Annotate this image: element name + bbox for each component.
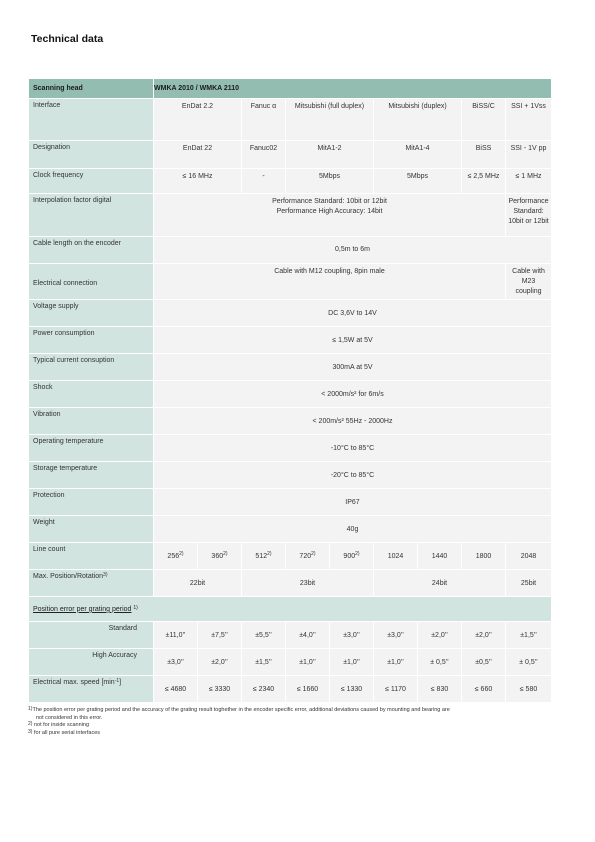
row-label: High Accuracy	[29, 649, 154, 676]
table-cell: BiSS	[462, 141, 506, 169]
footnote-ref: 2)	[267, 550, 272, 557]
table-cell	[154, 194, 506, 237]
footnote-1	[28, 707, 553, 715]
line-count-value: 900	[343, 552, 356, 560]
table-cell: ±11,0’’	[154, 622, 198, 649]
section-label-text: Position error per grating period	[33, 605, 132, 613]
table-cell: 0,5m to 6m	[154, 237, 552, 264]
table-cell: ±2,0’’	[462, 622, 506, 649]
footnote-ref: 1)	[133, 604, 138, 611]
footnote-3	[28, 730, 553, 738]
table-cell: ±1,5’’	[242, 649, 286, 676]
table-cell: ±1,5’’	[506, 622, 552, 649]
table-cell: ≤ 1330	[330, 676, 374, 703]
table-cell: ±3,0’’	[154, 649, 198, 676]
footnote-text: The position error per grating period and the accuracy of the grating result toghether in the encoder specific error, additional deviations caused by mounting and bearing are	[32, 707, 450, 713]
interpolation-line-2: Performance High Accuracy: 14bit	[276, 208, 383, 216]
table-cell: ≤ 3330	[198, 676, 242, 703]
unit-exponent: -1	[114, 678, 120, 685]
table-cell: ±2,0’’	[198, 649, 242, 676]
table-cell: ±3,0’’	[374, 622, 418, 649]
row-label: Storage temperature	[29, 462, 154, 489]
table-row	[29, 327, 552, 354]
footnote-text: for all pure serial interfaces	[33, 730, 101, 737]
table-cell: ± 0,5’’	[506, 649, 552, 676]
line-count-value: 256	[167, 552, 180, 560]
row-label: Electrical connection	[29, 264, 154, 300]
table-cell: Performance Standard: 10bit or 12bit	[506, 194, 552, 237]
row-label: Interpolation factor digital	[29, 194, 154, 237]
table-cell: -20°C to 85°C	[154, 462, 552, 489]
table-row	[29, 543, 552, 570]
footnote-text: not for inside scanning	[33, 722, 90, 729]
table-cell: < 200m/s² 55Hz - 2000Hz	[154, 408, 552, 435]
table-row	[29, 462, 552, 489]
row-label	[29, 676, 154, 703]
line-count-value: 360	[211, 552, 224, 560]
row-label	[29, 570, 154, 597]
table-cell	[154, 543, 198, 570]
table-cell: ≤ 1,5W at 5V	[154, 327, 552, 354]
table-cell: DC 3,6V to 14V	[154, 300, 552, 327]
table-cell: ≤ 1660	[286, 676, 330, 703]
row-label: Weight	[29, 516, 154, 543]
table-cell	[242, 543, 286, 570]
footnote-ref: 3)	[103, 572, 108, 579]
table-cell: BiSS/C	[462, 99, 506, 141]
table-cell: ±3,0’’	[330, 622, 374, 649]
row-label-text: Electrical max. speed [min	[33, 679, 115, 687]
footnote-ref: 2)	[311, 550, 316, 557]
table-row	[29, 516, 552, 543]
row-label: Line count	[29, 543, 154, 570]
table-cell: ±5,5’’	[242, 622, 286, 649]
table-cell: EnDat 22	[154, 141, 242, 169]
table-cell: MitA1-4	[374, 141, 462, 169]
table-cell: EnDat 2.2	[154, 99, 242, 141]
footnote-1-continued: not considered in this error.	[36, 714, 103, 721]
row-label: Typical current consuption	[29, 354, 154, 381]
table-cell: ±1,0’’	[330, 649, 374, 676]
table-cell: ±4,0’’	[286, 622, 330, 649]
table-cell: ≤ 2340	[242, 676, 286, 703]
line-count-value: 2048	[520, 552, 537, 560]
table-row	[29, 141, 552, 169]
table-cell: ±2,0’’	[418, 622, 462, 649]
table-row	[29, 649, 552, 676]
table-row	[29, 194, 552, 237]
table-row	[29, 300, 552, 327]
footnote-ref: 2)	[355, 550, 360, 557]
table-cell: 24bit	[374, 570, 506, 597]
interpolation-line-1: Performance Standard: 10bit or 12bit	[272, 198, 387, 205]
row-label: Voltage supply	[29, 300, 154, 327]
header-value: WMKA 2010 / WMKA 2110	[154, 79, 552, 99]
table-cell: 25bit	[506, 570, 552, 597]
row-label: Protection	[29, 489, 154, 516]
table-row	[29, 676, 552, 703]
table-cell: ≤ 830	[418, 676, 462, 703]
table-cell: Mitsubishi (duplex)	[374, 99, 462, 141]
line-count-value: 512	[255, 552, 268, 560]
table-header-row	[29, 79, 552, 99]
table-cell: ≤ 660	[462, 676, 506, 703]
table-cell: ≤ 4680	[154, 676, 198, 703]
footnote-2	[28, 722, 553, 730]
table-cell: ≤ 1 MHz	[506, 169, 552, 194]
table-row	[29, 237, 552, 264]
row-label: Power consumption	[29, 327, 154, 354]
table-cell: 5Mbps	[286, 169, 374, 194]
footnote-ref: 2)	[223, 550, 228, 557]
line-count-value: 720	[299, 552, 312, 560]
table-row	[29, 354, 552, 381]
table-cell: Mitsubishi (full duplex)	[286, 99, 374, 141]
technical-data-table	[28, 78, 552, 703]
table-cell: 40g	[154, 516, 552, 543]
row-label: Standard	[29, 622, 154, 649]
table-cell: ±7,5’’	[198, 622, 242, 649]
table-cell: 300mA at 5V	[154, 354, 552, 381]
table-row	[29, 435, 552, 462]
row-label: Cable length on the encoder	[29, 237, 154, 264]
header-label: Scanning head	[29, 79, 154, 99]
row-label-text: Max. Position/Rotation	[33, 573, 104, 581]
table-cell: Cable with M12 coupling, 8pin male	[154, 264, 506, 300]
footnote-mark: 2)	[28, 721, 33, 728]
footnote-mark: 3)	[28, 729, 33, 736]
table-cell: ≤ 16 MHz	[154, 169, 242, 194]
table-cell: Cable with M23 coupling	[506, 264, 552, 300]
table-cell	[286, 543, 330, 570]
table-cell	[506, 543, 552, 570]
table-cell: MitA1-2	[286, 141, 374, 169]
table-cell: ±0,5’’	[462, 649, 506, 676]
table-row	[29, 489, 552, 516]
table-row	[29, 570, 552, 597]
line-count-value: 1024	[387, 552, 404, 560]
row-label: Clock frequency	[29, 169, 154, 194]
table-cell: 22bit	[154, 570, 242, 597]
section-row	[29, 597, 552, 622]
table-row	[29, 169, 552, 194]
table-cell	[418, 543, 462, 570]
table-cell	[198, 543, 242, 570]
table-cell: SSI + 1Vss	[506, 99, 552, 141]
row-label-text: ]	[119, 679, 122, 687]
table-cell: SSI - 1V pp	[506, 141, 552, 169]
table-cell: Fanuc02	[242, 141, 286, 169]
table-row	[29, 408, 552, 435]
table-cell: ± 0,5’’	[418, 649, 462, 676]
page-title: Technical data	[31, 33, 104, 45]
table-row	[29, 264, 552, 300]
row-label: Interface	[29, 99, 154, 141]
table-cell: ±1,0’’	[374, 649, 418, 676]
table-cell: ≤ 1170	[374, 676, 418, 703]
table-cell: ±1,0’’	[286, 649, 330, 676]
footnotes	[28, 707, 553, 738]
table-cell: 23bit	[242, 570, 374, 597]
footnote-mark: 1)	[28, 706, 33, 712]
line-count-value: 1440	[431, 552, 448, 560]
table-cell	[374, 543, 418, 570]
table-cell: Fanuc α	[242, 99, 286, 141]
table-cell	[330, 543, 374, 570]
table-cell: -	[242, 169, 286, 194]
table-cell	[462, 543, 506, 570]
line-count-value: 1800	[475, 552, 492, 560]
table-row	[29, 381, 552, 408]
table-cell: ≤ 2,5 MHz	[462, 169, 506, 194]
footnote-ref: 2)	[179, 550, 184, 557]
section-label	[29, 597, 552, 622]
row-label: Designation	[29, 141, 154, 169]
row-label: Vibration	[29, 408, 154, 435]
table-row	[29, 622, 552, 649]
table-cell: < 2000m/s² for 6m/s	[154, 381, 552, 408]
table-row	[29, 99, 552, 141]
table-cell: 5Mbps	[374, 169, 462, 194]
table-cell: -10°C to 85°C	[154, 435, 552, 462]
table-cell: ≤ 580	[506, 676, 552, 703]
row-label: Shock	[29, 381, 154, 408]
row-label: Operating temperature	[29, 435, 154, 462]
table-cell: IP67	[154, 489, 552, 516]
